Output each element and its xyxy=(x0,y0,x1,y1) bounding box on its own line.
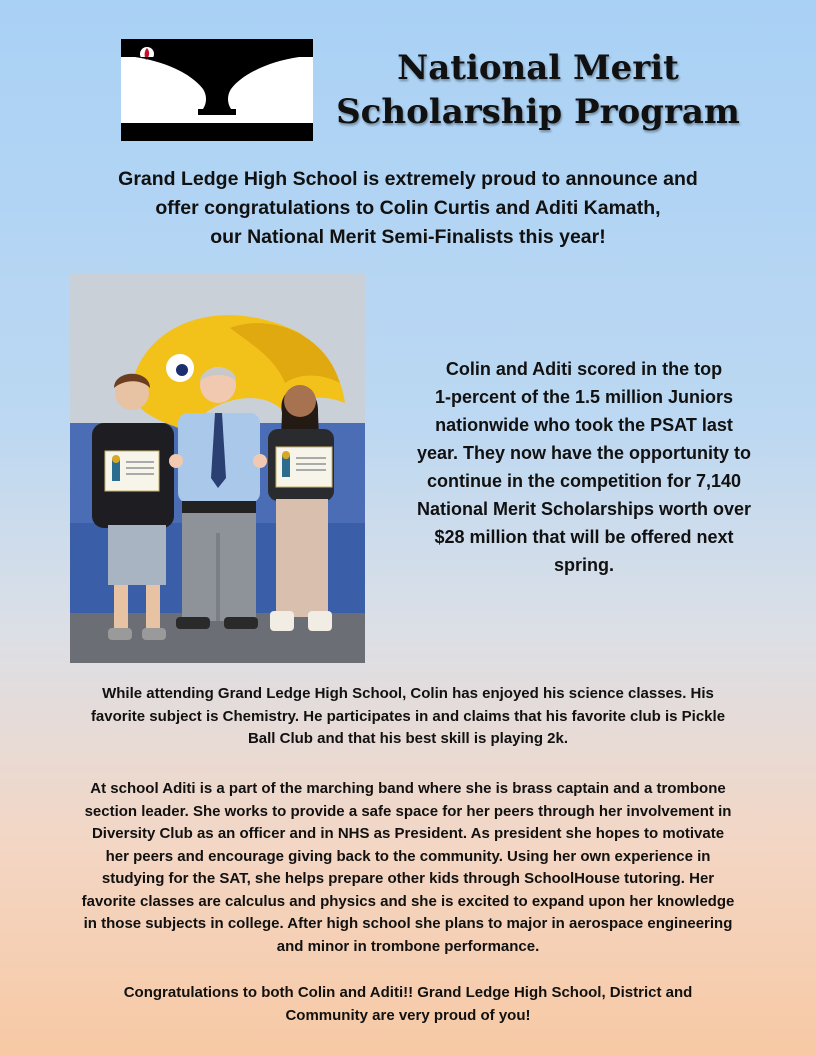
stats-line: Colin and Aditi scored in the top xyxy=(445,359,723,379)
paragraph-line: Congratulations to both Colin and Aditi!! Grand Ledge High School, District and xyxy=(123,984,693,1001)
stats-line: National Merit Scholarships worth over xyxy=(416,499,752,519)
title-line: National Merit xyxy=(397,48,679,88)
stats-line: 1-percent of the 1.5 million Juniors xyxy=(434,387,734,407)
paragraph-line: in those subjects in college. After high school she plans to major in aerospace engineering xyxy=(83,915,733,932)
stats-line: $28 million that will be offered next xyxy=(434,527,734,547)
paragraph-line: favorite classes are calculus and physics and she is excited to expand upon her knowledge xyxy=(81,892,735,910)
intro-text xyxy=(40,165,776,252)
logo-mark-icon xyxy=(121,39,313,141)
page-title xyxy=(318,46,758,134)
stats-line: continue in the competition for 7,140 xyxy=(426,471,742,491)
paragraph-line: studying for the SAT, she helps prepare other kids through SchoolHouse tutoring. Her xyxy=(101,870,715,887)
stats-line: nationwide who took the PSAT last xyxy=(435,415,733,435)
paragraph-line: At school Aditi is a part of the marching band where she is brass captain and a trombone xyxy=(90,780,726,797)
paragraph-line: section leader. She works to provide a safe space for her peers through her involvement in xyxy=(84,802,732,820)
nmsc-logo xyxy=(121,39,313,141)
paragraph-line: favorite subject is Chemistry. He participates in and claims that his favorite club is Pickle xyxy=(90,707,726,725)
paragraph-line: Ball Club and that his best skill is playing 2k. xyxy=(247,730,569,747)
paragraph-line: and minor in trombone performance. xyxy=(276,937,540,955)
paragraph-line: Diversity Club as an officer and in NHS as President. As president she hopes to motivate xyxy=(91,825,725,842)
students-photo xyxy=(70,273,365,663)
paragraph-line: While attending Grand Ledge High School, Colin has enjoyed his science classes. His xyxy=(102,685,714,702)
colin-paragraph xyxy=(40,683,776,751)
intro-line: Grand Ledge High School is extremely proud to announce and xyxy=(118,168,698,190)
aditi-paragraph xyxy=(40,778,776,958)
achievement-text xyxy=(388,355,780,579)
intro-line: our National Merit Semi-Finalists this year! xyxy=(210,226,606,248)
closing-paragraph xyxy=(40,982,776,1027)
stats-line: spring. xyxy=(553,555,614,575)
intro-line: offer congratulations to Colin Curtis and Aditi Kamath, xyxy=(155,197,661,219)
paragraph-line: Community are very proud of you! xyxy=(285,1006,531,1024)
paragraph-line: her peers and encourage giving back to the community. Using her own experience in xyxy=(105,847,711,865)
title-line: Scholarship Program xyxy=(336,92,740,132)
stats-line: year. They now have the opportunity to xyxy=(416,443,752,463)
